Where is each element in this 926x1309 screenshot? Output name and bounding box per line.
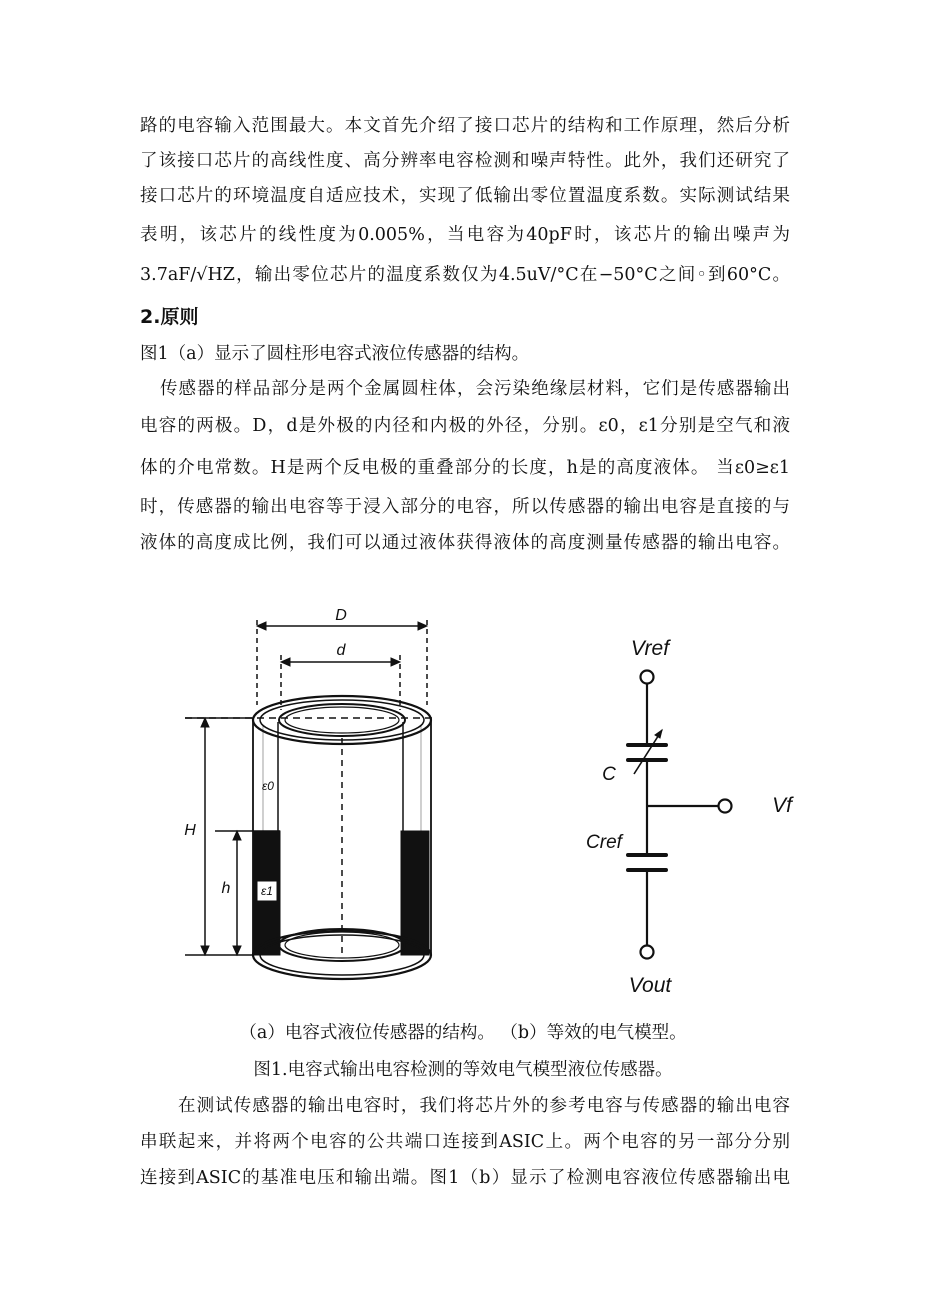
body-text-line: 传感器的样品部分是两个金属圆柱体，会污染绝缘层材料，它们是传感器输出	[160, 379, 790, 399]
body-text-line: 电容的两极。D，d是外极的内径和内极的外径，分别。ε0，ε1分别是空气和液	[140, 416, 790, 436]
label-vf: Vf	[772, 794, 792, 817]
label-vout: Vout	[628, 974, 672, 997]
label-d: d	[336, 642, 346, 659]
label-D: D	[335, 607, 347, 624]
body-text-line: 液体的高度成比例，我们可以通过液体获得液体的高度测量传感器的输出电容。	[140, 533, 790, 553]
figure-caption: 图1.电容式输出电容检测的等效电气模型液位传感器。	[253, 1060, 673, 1080]
label-c: C	[602, 764, 616, 785]
body-text-line: 体的介电常数。H是两个反电极的重叠部分的长度，h是的高度液体。 当ε0≥ε1	[140, 458, 790, 478]
section-heading: 2.原则	[140, 306, 199, 328]
body-text-line: 串联起来，并将两个电容的公共端口连接到ASIC上。两个电容的另一部分分别	[140, 1132, 790, 1152]
figure-sensor-and-circuit	[170, 600, 830, 1010]
body-text-line: 时，传感器的输出电容等于浸入部分的电容，所以传感器的输出电容是直接的与	[140, 497, 790, 517]
body-text-line: 接口芯片的环境温度自适应技术，实现了低输出零位置温度系数。实际测试结果	[140, 186, 790, 206]
body-text-line: 图1（a）显示了圆柱形电容式液位传感器的结构。	[140, 344, 530, 364]
body-text-line: 路的电容输入范围最大。本文首先介绍了接口芯片的结构和工作原理，然后分析	[140, 116, 790, 136]
body-text-line: 3.7aF/√HZ，输出零位芯片的温度系数仅为4.5uV/°C在−50°C之间◦到60°C。	[140, 265, 790, 285]
body-text-line: 了该接口芯片的高线性度、高分辨率电容检测和噪声特性。此外，我们还研究了	[140, 151, 790, 171]
label-epsilon0: ε0	[262, 779, 274, 793]
body-text-line: 连接到ASIC的基准电压和输出端。图1（b）显示了检测电容液位传感器输出电	[140, 1168, 790, 1188]
label-vref: Vref	[630, 637, 670, 660]
label-epsilon1: ε1	[261, 884, 273, 898]
cylinder-sensor-diagram	[185, 620, 432, 979]
label-h: h	[221, 880, 231, 897]
label-cref: Cref	[586, 832, 622, 853]
figure-subcaption: （a）电容式液位传感器的结构。 （b）等效的电气模型。	[239, 1023, 687, 1043]
equivalent-circuit-diagram	[628, 671, 732, 959]
body-text-line: 在测试传感器的输出电容时，我们将芯片外的参考电容与传感器的输出电容	[178, 1096, 790, 1116]
label-H: H	[184, 822, 196, 839]
body-text-line: 表明，该芯片的线性度为0.005%，当电容为40pF时，该芯片的输出噪声为	[140, 225, 790, 245]
